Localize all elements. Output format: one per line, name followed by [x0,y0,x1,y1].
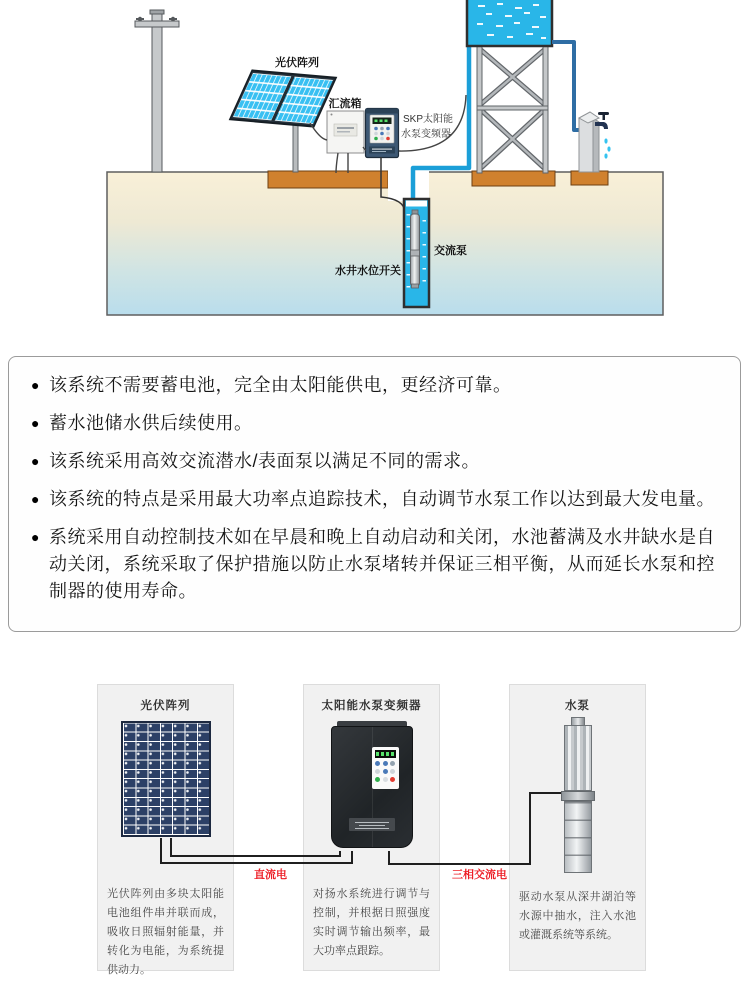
ac-pump-label: 交流泵 [434,245,467,257]
pv-array-label: 光伏阵列 [275,57,319,69]
list-item [31,372,720,399]
list-item [31,524,720,605]
faucet [579,112,611,172]
pump-upper-body [564,725,592,791]
outlet-pipe [552,42,584,130]
list-item [31,486,720,513]
well-level-switch-label: 水井水位开关 [335,265,401,277]
card-title: 太阳能水泵变频器 [321,700,422,712]
feature-text: 该系统采用高效交流潜水/表面泵以满足不同的需求。 [48,451,480,471]
bullet-icon: ● [31,453,40,469]
combiner-box-label: 汇流箱 [328,98,362,110]
water-drops [604,138,610,158]
feature-text: 系统采用自动控制技术如在早晨和晚上自动启动和关闭，水池蓄满及水井缺水是自动关闭，系统采取了保护措施以防止水泵堵转并保证三相平衡，从而延长水泵和控制器的使用寿命。 [48,527,715,601]
system-diagram [0,0,750,345]
card-description: 驱动水泵从深井湖泊等水源中抽水，注入水池或灌溉系统等系统。 [519,891,636,941]
card-description: 光伏阵列由多块太阳能电池组件串并联而成，吸收日照辐射能量，并转化为电能，为系统提供动力。 [107,888,224,976]
inverter-label-line2: 水泵变频器 [401,129,451,140]
inverter-display [375,750,396,758]
ac-power-label: 三相交流电 [452,869,507,881]
water-tank [467,0,552,46]
combiner-box [327,111,364,153]
solar-array [230,70,336,172]
utility-pole [135,10,179,172]
card-pv-array [97,684,234,976]
bullet-icon: ● [31,491,40,507]
feature-text: 蓄水池储水供后续使用。 [48,413,253,433]
pump-motor-body [564,801,592,873]
dc-power-label: 直流电 [254,869,287,881]
pump-outlet-cap [571,717,585,725]
inverter-buttons [372,760,399,783]
bullet-icon: ● [31,529,40,545]
inverter [366,109,399,158]
inverter-body [331,726,413,848]
pump-image [561,717,595,875]
well [404,199,429,307]
inverter-label-line1: SKP太阳能 [403,114,454,125]
list-item [31,448,720,475]
card-title: 水泵 [565,700,590,712]
card-title: 光伏阵列 [140,700,191,712]
inverter-label-plate [349,818,395,831]
well-shaft-gap [388,170,429,201]
feature-text: 该系统不需要蓄电池，完全由太阳能供电，更经济可靠。 [48,375,512,395]
inverter-image [331,721,413,848]
feature-text: 该系统的特点是采用最大功率点追踪技术，自动调节水泵工作以达到最大发电量。 [48,489,715,509]
inverter-keypad [372,747,399,789]
components-section [0,660,750,995]
features-box [8,356,741,632]
tank-tower [477,46,548,173]
pump-coupling-band [561,791,595,801]
bullet-icon: ● [31,415,40,431]
solar-panel-image [121,721,211,837]
card-description: 对扬水系统进行调节与控制，并根据日照强度实时调节输出频率，最大功率点跟踪。 [313,888,430,957]
card-inverter [303,684,440,971]
ground [107,172,663,315]
submersible-pump [411,210,420,288]
card-pump [509,684,646,971]
list-item [31,410,720,437]
bullet-icon: ● [31,377,40,393]
